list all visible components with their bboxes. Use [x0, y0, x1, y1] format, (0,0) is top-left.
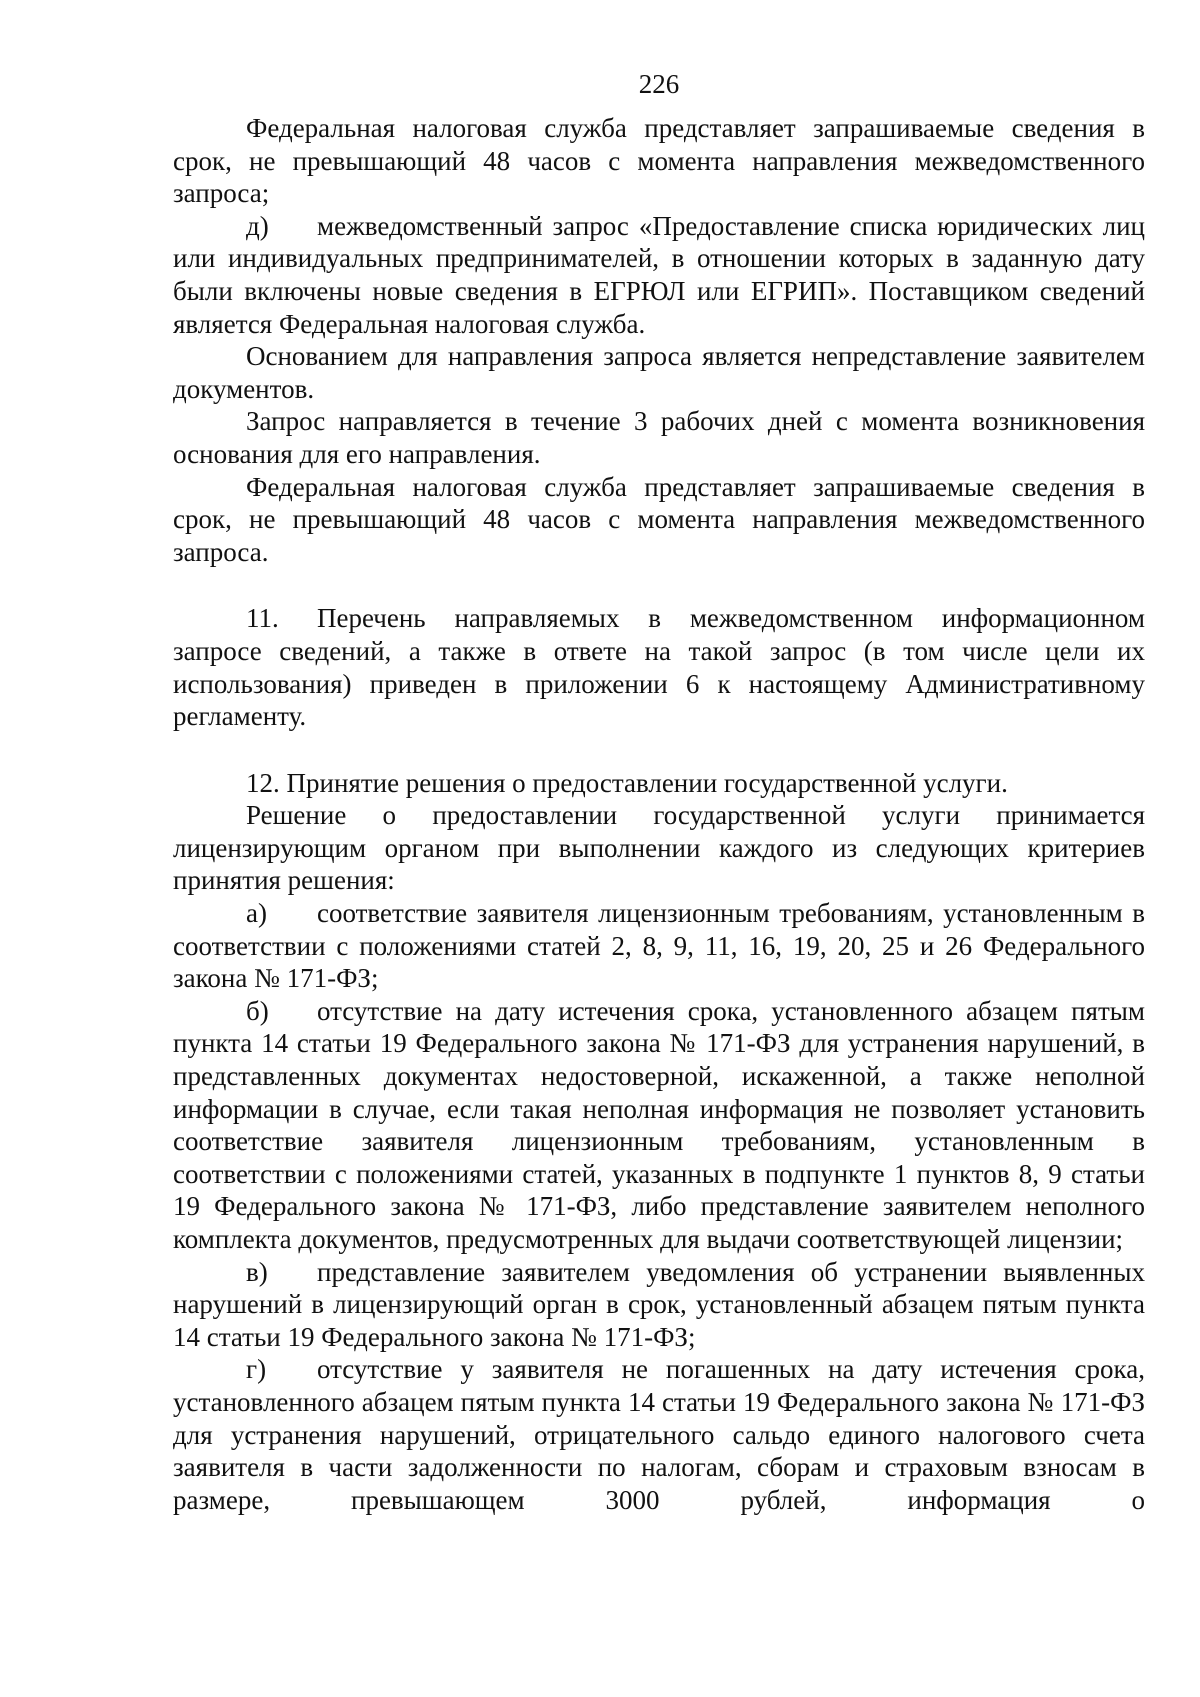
page-number: 226: [638, 69, 680, 99]
paragraph-criterion-a: а) соответствие заявителя лицензионным требованиям, установленным в соответствии с положениями статей 2, 8, 9, 11, 16, 19, 20, 25 и 26 Федерального закона № 171-ФЗ;: [173, 898, 1145, 994]
section-heading-12: 12. Принятие решения о предоставлении государственной услуги.: [246, 767, 1008, 798]
paragraph-decision-criteria: Решение о предоставлении государственной услуги принимается лицензирующим органом при выполнении каждого из следующих критериев принятия решения:: [173, 800, 1145, 896]
section-gap: [173, 568, 1145, 602]
item-marker-g: г): [246, 1354, 267, 1385]
item-marker-a: а): [246, 898, 267, 929]
paragraph-criterion-b: б) отсутствие на дату истечения срока, установленного абзацем пятым пункта 14 статьи 19 Федерального закона № 171-ФЗ для устранения нарушений, в представленных документах недостоверной, искаженной, а также неполной информации в случае, если такая неполная информация не позволяет установить соответствие заявителя лицензионным требованиям, установленным в соответствии с положениями статей, указанных в подпункте 1 пунктов 8, 9 статьи 19 Федерального закона № 171-ФЗ, либо представление заявителем неполного комплекта документов, предусмотренных для выдачи соответствующей лицензии;: [173, 995, 1145, 1254]
paragraph-criterion-v: в) представление заявителем уведомления об устранении выявленных нарушений в лицензирующий орган в срок, установленный абзацем пятым пункта 14 статьи 19 Федерального закона № 171-ФЗ;: [173, 1256, 1145, 1352]
paragraph-fns-deadline-2: Федеральная налоговая служба представляет запрашиваемые сведения в срок, не превышающий 48 часов с момента направления межведомственного запроса.: [173, 471, 1145, 567]
paragraph-request-basis: Основанием для направления запроса является непредставление заявителем документов.: [173, 341, 1145, 404]
item-marker-b: б): [246, 995, 269, 1026]
item-marker-d: д): [246, 210, 269, 241]
paragraph-request-d: д) межведомственный запрос «Предоставление списка юридических лиц или индивидуальных предпринимателей, в отношении которых в заданную дату были включены новые сведения в ЕГРЮЛ или ЕГРИП». Поставщиком сведений является Федеральная налоговая служба.: [173, 210, 1145, 339]
section-gap: [173, 733, 1145, 767]
paragraph-item-11: 11. Перечень направляемых в межведомственном информационном запросе сведений, а также в ответе на такой запрос (в том числе цели их использования) приведен в приложении 6 к настоящему Административному регламенту.: [173, 603, 1145, 732]
item-marker-v: в): [246, 1256, 268, 1287]
item-marker-11: 11.: [246, 603, 279, 634]
paragraph-fns-deadline-1: Федеральная налоговая служба представляет запрашиваемые сведения в срок, не превышающий 48 часов с момента направления межведомственного запроса;: [173, 113, 1145, 209]
document-page: [173, 68, 1145, 1516]
paragraph-criterion-g: г) отсутствие у заявителя не погашенных на дату истечения срока, установленного абзацем пятым пункта 14 статьи 19 Федерального закона № 171-ФЗ для устранения нарушений, отрицательного сальдо единого налогового счета заявителя в части задолженности по налогам, сборам и страховым взносам в размере, превышающем 3000 рублей, информация о: [173, 1354, 1145, 1515]
paragraph-request-timing: Запрос направляется в течение 3 рабочих дней с момента возникновения основания для его направления.: [173, 406, 1145, 469]
